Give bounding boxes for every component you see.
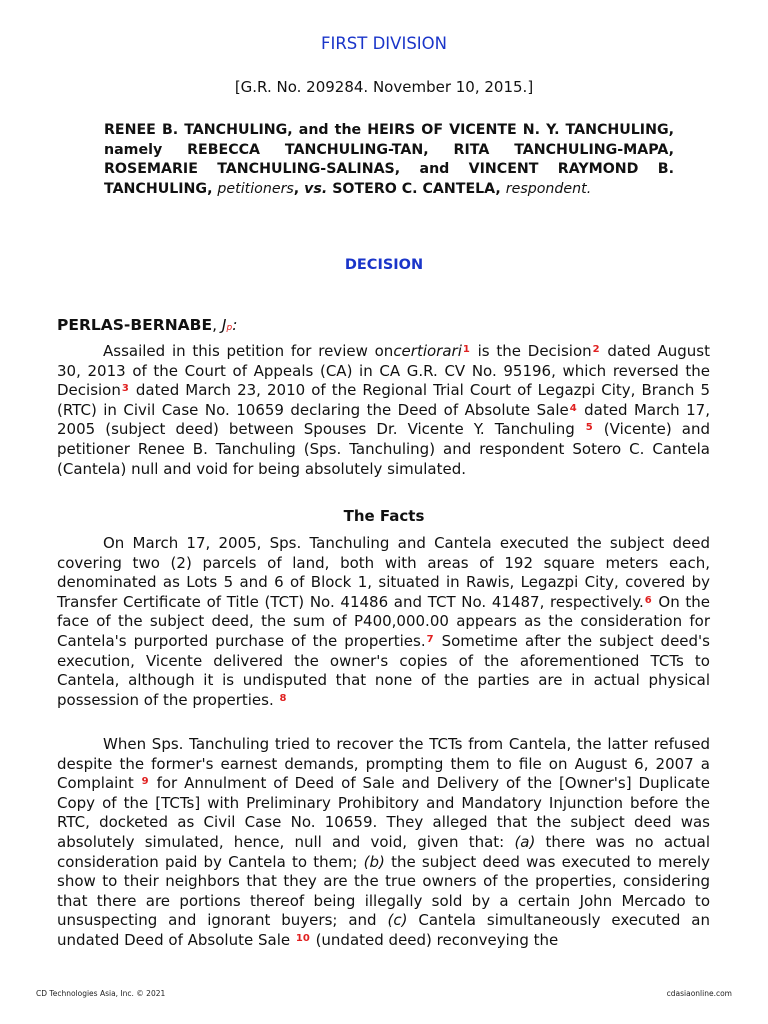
text-run: (undated deed) reconveying the (310, 930, 559, 949)
paragraph-2 (57, 534, 710, 710)
text-run: (Vicente) and petitioner Renee B. Tanchuling (Sps. Tanchuling) and respondent Sotero C. Cantela (Cantela) null and void for being absolutely simulated. (57, 420, 710, 478)
facts-heading: The Facts (343, 507, 425, 525)
footnote-link-9[interactable]: 9 (141, 776, 149, 788)
text-run: there was no actual consideration paid by Cantela to them; (57, 832, 710, 871)
footnote-link-7[interactable]: 7 (426, 633, 434, 645)
enumeration-c: (c) (387, 911, 408, 930)
petitioners-names: RENEE B. TANCHULING, and the HEIRS OF VICENTE N. Y. TANCHULING, namely REBECCA TANCHULING-TAN, RITA TANCHULING-MAPA, ROSEMARIE TANCHULING-SALINAS, and VINCENT RAYMOND B. TANCHULING (104, 122, 674, 197)
footnote-link-8[interactable]: 8 (279, 692, 287, 704)
text-run: dated March 23, 2010 of the Regional Trial Court of Legazpi City, Branch 5 (RTC) in Civil Case No. 10659 declaring the Deed of Absolute Sale (57, 381, 710, 419)
text-run: On March 17, 2005, Sps. Tanchuling and Cantela executed the subject deed covering two (2) parcels of land, both with areas of 192 square meters each, denominated as Lots 5 and 6 of Block 1, situated in Rawis, Legazpi City, covered by Transfer Certificate of Title (TCT) No. 41486 and TCT No. 41487, respectively. (57, 534, 710, 611)
text-run: Cantela simultaneously executed an undated Deed of Absolute Sale (57, 911, 711, 949)
footnote-link-5[interactable]: 5 (585, 422, 593, 434)
footnote-link-2[interactable]: 2 (592, 344, 600, 355)
petitioners-label: petitioners (217, 180, 294, 197)
footnote-link-4[interactable]: 4 (569, 402, 577, 414)
text-run: dated March 17, 2005 (subject deed) between Spouses Dr. Vicente Y. Tanchuling (57, 400, 710, 439)
footnote-link-3[interactable]: 3 (121, 383, 129, 395)
division-heading: FIRST DIVISION (320, 34, 447, 53)
paragraph-1 (57, 342, 710, 479)
text-run: Assailed in this petition for review on (103, 342, 394, 360)
footnote-link-1[interactable]: 1 (462, 344, 470, 355)
enumeration-b: (b) (363, 852, 385, 871)
text-run: for Annulment of Deed of Sale and Delivery of the [Owner's] Duplicate Copy of the [TCTs] with Preliminary Prohibitory and Mandatory Injunction before the RTC, docketed as Civil Case No. 10659. They alleged that the subject deed was absolutely simulated, hence, null and void, given that: (57, 774, 710, 851)
text-run: Sometime after the subject deed's execution, Vicente delivered the owner's copies of the aforementioned TCTs to Cantela, although it is undisputed that none of the parties are in actual physical possession of the properties. (57, 631, 710, 709)
footnote-link-6[interactable]: 6 (644, 594, 652, 606)
ponente-line: PERLAS-BERNABE, Jp: (57, 316, 238, 334)
versus-label: vs. (304, 180, 328, 197)
case-number: [G.R. No. 209284. November 10, 2015.] (234, 78, 534, 96)
footnote-link-10[interactable]: 10 (295, 932, 310, 944)
enumeration-a: (a) (514, 832, 536, 851)
case-caption: RENEE B. TANCHULING, and the HEIRS OF VICENTE N. Y. TANCHULING, namely REBECCA TANCHULING-TAN, RITA TANCHULING-MAPA, ROSEMARIE TANCHULING-SALINAS, and VINCENT RAYMOND B. TANCHULING, petitioners, vs. SOTERO C. CANTELA, respondent. (104, 122, 674, 197)
footer-copyright: CD Technologies Asia, Inc. © 2021 (36, 989, 166, 998)
text-run: the subject deed was executed to merely show to their neighbors that they are the true owners of the properties, considering that there are portions thereof being illegally sold by a certain John Mercado to unsuspecting and ignorant buyers; and (57, 852, 710, 930)
respondent-name: SOTERO C. CANTELA (332, 180, 496, 197)
text-run: On the face of the subject deed, the sum of P400,000.00 appears as the consideration for Cantela's purported purchase of the properties. (57, 592, 711, 650)
footer-site: cdasiaonline.com (666, 989, 732, 998)
ponente-title: J (221, 316, 227, 334)
decision-heading: DECISION (344, 257, 424, 273)
respondent-label: respondent (505, 180, 587, 197)
text-run: is the Decision (470, 342, 592, 360)
ponente-name: PERLAS-BERNABE (57, 316, 213, 334)
paragraph-3 (57, 735, 710, 951)
text-run: dated August 30, 2013 of the Court of Appeals (CA) in CA G.R. CV No. 95196, which reversed the Decision (57, 342, 710, 400)
text-run: When Sps. Tanchuling tried to recover the TCTs from Cantela, the latter refused despite the former's earnest demands, prompting them to file on August 6, 2007 a Complaint (57, 735, 710, 793)
ponente-mark: p (226, 323, 233, 333)
italic-term: certiorari (393, 342, 462, 360)
